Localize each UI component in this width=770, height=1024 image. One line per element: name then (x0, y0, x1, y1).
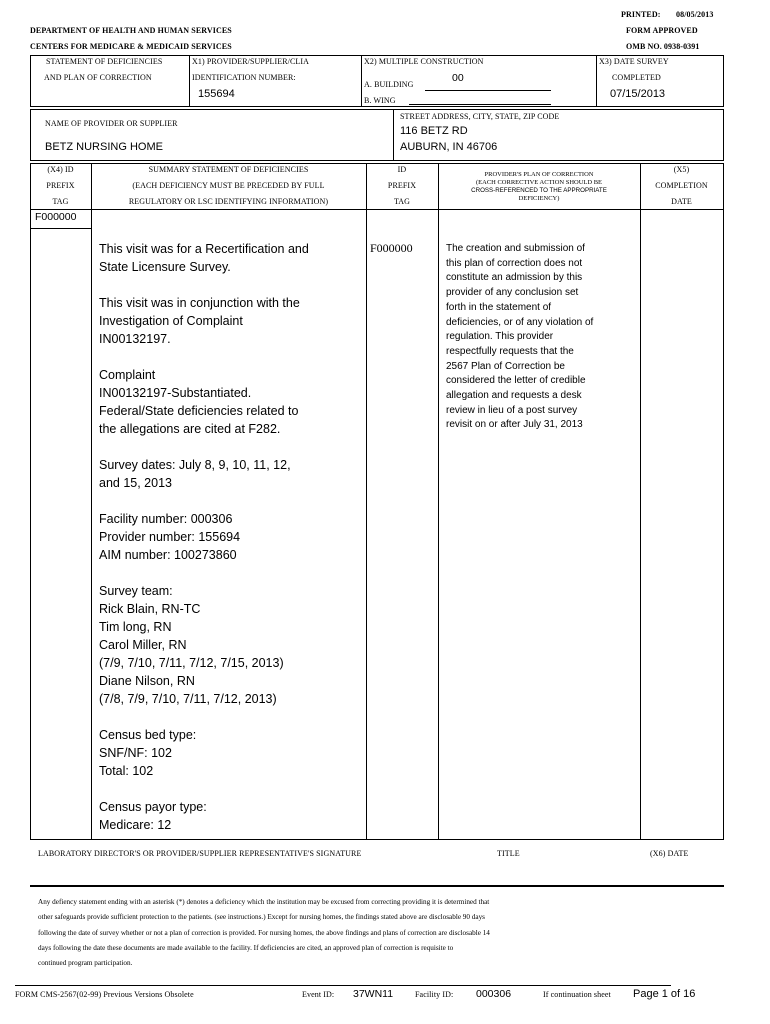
facility-id-value: 000306 (476, 988, 512, 1000)
footnote-line-5: continued program participation. (38, 959, 133, 968)
event-id-value: 37WN11 (353, 988, 394, 1000)
provider-id-value: 155694 (198, 88, 235, 100)
provider-name-value: BETZ NURSING HOME (45, 141, 163, 153)
id-header-3: TAG (393, 197, 411, 206)
form-number: FORM CMS-2567(02-99) Previous Versions Obsolete (15, 990, 194, 999)
printed-label: PRINTED: (621, 10, 661, 19)
statement-label-2: AND PLAN OF CORRECTION (44, 73, 152, 82)
plan-of-correction: The creation and submission of this plan of correction does not constitute an admission by this provider of any conclusion set forth in the statement of deficiencies, or of any violation of regulation. This provider respectfully requests that the 2567 Plan of Correction be considered the letter of credible allegation and requests a desk review in lieu of a post survey revisit on or after July 31, 2013 (446, 243, 594, 431)
poc-header-2: (EACH CORRECTIVE ACTION SHOULD BE (475, 179, 603, 186)
footnote-line-1: Any defiency statement ending with an asterisk (*) denotes a deficiency which the institution may be excused from correcting providing it is determined that (38, 898, 490, 906)
building-label: A. BUILDING (364, 80, 414, 89)
x4-header-2: PREFIX (46, 181, 75, 190)
omb-number: OMB NO. 0938-0391 (626, 42, 700, 51)
centers-name: CENTERS FOR MEDICARE & MEDICAID SERVICES (30, 42, 232, 51)
date-survey-label-2: COMPLETED (612, 73, 661, 82)
wing-label: B. WING (364, 96, 396, 105)
summary-header-2: (EACH DEFICIENCY MUST BE PRECEDED BY FULL (132, 181, 325, 190)
title-label: TITLE (497, 849, 520, 858)
x5-header-2: COMPLETION (655, 181, 708, 190)
provider-id-label-1: X1) PROVIDER/SUPPLIER/CLIA (192, 57, 310, 66)
multiple-construction-label: X2) MULTIPLE CONSTRUCTION (364, 57, 484, 66)
x5-header-1: (X5) (673, 165, 690, 174)
x4-header-3: TAG (52, 197, 69, 206)
printed-date: 08/05/2013 (676, 10, 714, 19)
poc-header-1: PROVIDER'S PLAN OF CORRECTION (484, 171, 594, 178)
left-prefix-tag: F000000 (35, 211, 77, 223)
summary-header-3: REGULATORY OR LSC IDENTIFYING INFORMATION) (128, 197, 329, 206)
statement-label-1: STATEMENT OF DEFICIENCIES (46, 57, 163, 66)
footnote-line-4: days following the date these documents are made available to the facility. If deficiencies are cited, an approved plan of correction is requisite to (38, 943, 454, 952)
event-id-label: Event ID: (302, 990, 335, 999)
summary-statement: This visit was for a Recertification and State Licensure Survey. This visit was in conjunction with the Investigation of Complaint IN00132197. Complaint IN00132197-Substantiated. Federal/State deficiencies related to the allegations are cited at F282. Survey dates: July 8, 9, 10, 11, 12, and 15, 2013 Facility number: 000306 Provider number: 155694 AIM number: 100273860 Survey team: Rick Blain, RN-TC Tim long, RN Carol Miller, RN (7/9, 7/10, 7/11, 7/12, 7/15, 2013) Diane Nilson, RN (7/8, 7/9, 7/10, 7/11, 7/12, 2013) Census bed type: SNF/NF: 102 Total: 102 Census payor type: Medicare: 12 (99, 242, 309, 832)
department-name: DEPARTMENT OF HEALTH AND HUMAN SERVICES (30, 26, 232, 35)
city-state-zip: AUBURN, IN 46706 (400, 141, 498, 153)
building-value: 00 (452, 72, 464, 84)
date-survey-label-1: X3) DATE SURVEY (599, 57, 669, 66)
facility-id-label: Facility ID: (415, 990, 454, 999)
footnote-line-3: following the date of survey whether or not a plan of correction is provided. For nursing homes, the above findings and plans of correction are disclosable 14 (38, 928, 490, 937)
x6-date-label: (X6) DATE (650, 849, 689, 858)
street-address: 116 BETZ RD (400, 125, 468, 137)
poc-header-3: CROSS-REFERENCED TO THE APPROPRIATE (471, 187, 607, 194)
date-survey-value: 07/15/2013 (610, 88, 666, 100)
footnote-line-2: other safeguards provide sufficient protection to the patients. (see instructions.) Except for nursing homes, the findings stated above are disclosable 90 days (38, 913, 485, 922)
provider-name-label: NAME OF PROVIDER OR SUPPLIER (45, 119, 178, 128)
poc-header-4: DEFICIENCY) (518, 195, 560, 202)
summary-header-1: SUMMARY STATEMENT OF DEFICIENCIES (148, 165, 309, 174)
signature-label: LABORATORY DIRECTOR'S OR PROVIDER/SUPPLIER REPRESENTATIVE'S SIGNATURE (38, 849, 362, 858)
address-label: STREET ADDRESS, CITY, STATE, ZIP CODE (400, 112, 560, 121)
deficiency-footnote (38, 895, 718, 971)
page-number: Page 1 of 16 (633, 988, 696, 1000)
right-prefix-tag: F000000 (370, 241, 413, 255)
id-header-1: ID (397, 165, 407, 174)
form-approved: FORM APPROVED (626, 26, 698, 35)
x4-header-1: (X4) ID (47, 165, 74, 174)
provider-id-label-2: IDENTIFICATION NUMBER: (192, 73, 296, 82)
continuation-label: If continuation sheet (543, 990, 611, 999)
x5-header-3: DATE (671, 197, 692, 206)
id-header-2: PREFIX (387, 181, 417, 190)
